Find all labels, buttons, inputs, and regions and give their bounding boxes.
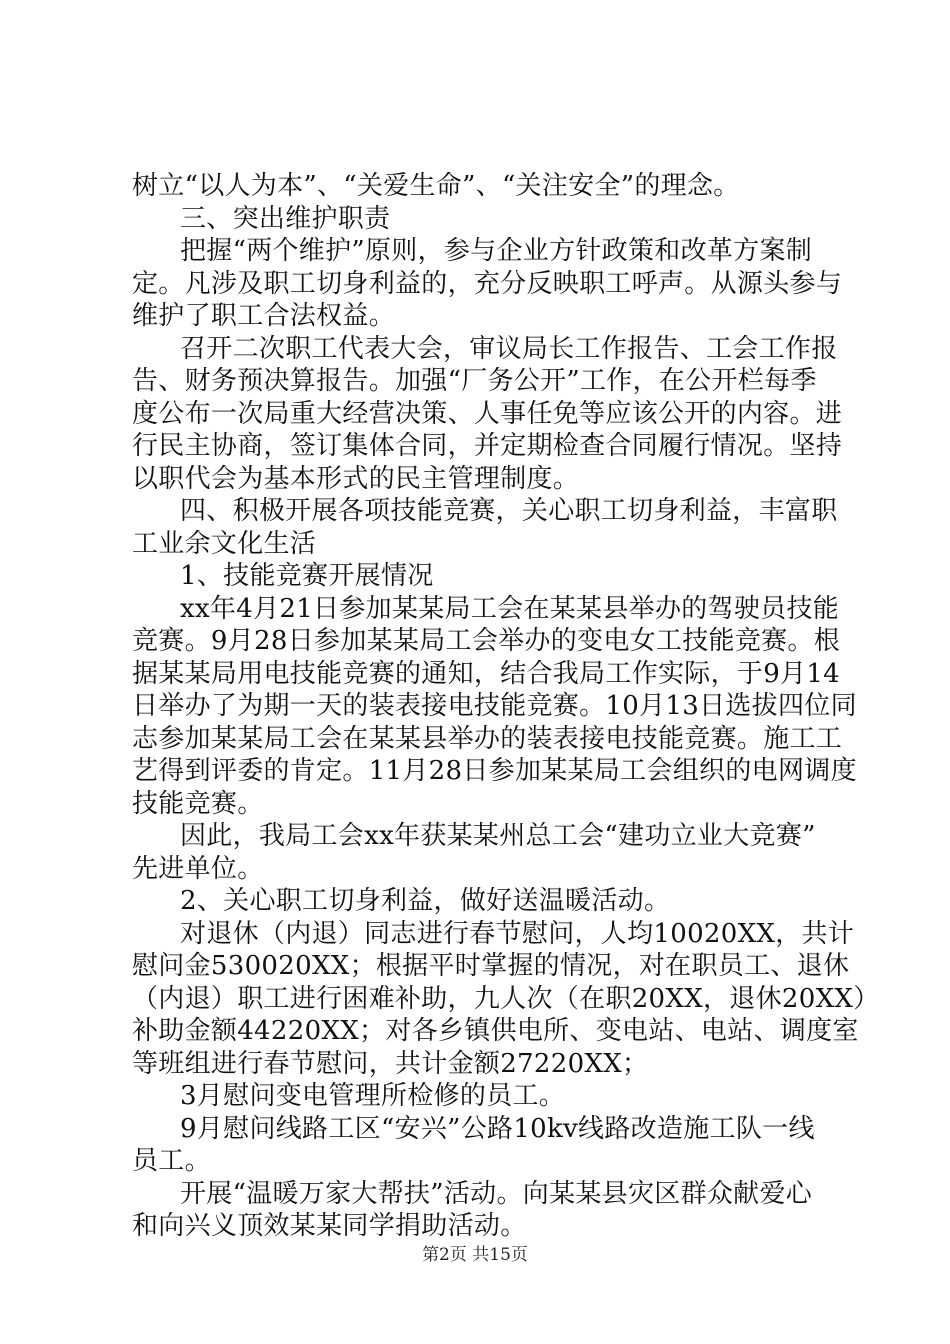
- text-line: 技能竞赛。: [132, 788, 264, 819]
- text-line: 召开二次职工代表大会，审议局长工作报告、工会工作报: [180, 333, 838, 364]
- text-line: 因此，我局工会xx年获某某州总工会“建功立业大竞赛”: [180, 821, 816, 851]
- text-line: 志参加某某局工会在某某县举办的装表接电技能竞赛。施工工: [132, 723, 843, 754]
- document-body: [132, 170, 880, 1243]
- text-line: 树立“以人为本”、“关爱生命”、“关注安全”的理念。: [132, 171, 740, 201]
- text-line: 定。凡涉及职工切身利益的，充分反映职工呼声。从源头参与: [132, 268, 843, 299]
- page-number-footer: 第2页 共15页: [422, 1245, 528, 1265]
- text-line: （内退）职工进行困难补助，九人次（在职20XX，退休20XX）: [132, 983, 880, 1014]
- section-heading-4: 四、积极开展各项技能竞赛，关心职工切身利益，丰富职: [180, 496, 838, 526]
- text-line: 补助金额44220XX；对各乡镇供电所、变电站、电站、调度室: [132, 1016, 859, 1046]
- text-line: 和向兴义顶效某某同学捐助活动。: [132, 1211, 527, 1241]
- text-line: 把握“两个维护”原则，参与企业方针政策和改革方案制: [180, 236, 813, 266]
- text-line: 慰问金530020XX；根据平时掌握的情况，对在职员工、退休: [132, 951, 850, 981]
- text-line: 开展“温暖万家大帮扶”活动。向某某县灾区群众献爱心: [180, 1178, 813, 1209]
- text-line: 以职代会为基本形式的民主管理制度。: [132, 463, 580, 494]
- text-line: 度公布一次局重大经营决策、人事任免等应该公开的内容。进: [132, 398, 843, 429]
- text-line: 9月慰问线路工区“安兴”公路10kv线路改造施工队一线: [180, 1113, 815, 1144]
- text-line: 告、财务预决算报告。加强“厂务公开”工作，在公开栏每季: [132, 366, 817, 396]
- text-line: 竞赛。9月28日参加某某局工会举办的变电女工技能竞赛。根: [132, 626, 841, 656]
- text-line: 维护了职工合法权益。: [132, 301, 396, 331]
- section-heading-4-cont: 工业余文化生活: [132, 528, 317, 559]
- text-line: 等班组进行春节慰问，共计金额27220XX；: [132, 1048, 649, 1079]
- text-line: 员工。: [132, 1146, 211, 1176]
- subheading-2: 2、关心职工切身利益，做好送温暖活动。: [180, 886, 671, 916]
- text-line: 对退休（内退）同志进行春节慰问，人均10020XX，共计: [180, 918, 855, 949]
- subheading-1: 1、技能竞赛开展情况: [180, 561, 434, 591]
- text-line: 行民主协商，签订集体合同，并定期检查合同履行情况。坚持: [132, 431, 843, 461]
- text-line: xx年4月21日参加某某局工会在某某县举办的驾驶员技能: [180, 593, 840, 624]
- text-line: 日举办了为期一天的装表接电技能竞赛。10月13日选拔四位同: [132, 691, 857, 721]
- text-line: 3月慰问变电管理所检修的员工。: [180, 1081, 566, 1111]
- text-line: 艺得到评委的肯定。11月28日参加某某局工会组织的电网调度: [132, 756, 857, 786]
- text-line: 先进单位。: [132, 853, 264, 884]
- section-heading-3: 三、突出维护职责: [180, 203, 391, 234]
- text-line: 据某某局用电技能竞赛的通知，结合我局工作实际，于9月14: [132, 658, 841, 689]
